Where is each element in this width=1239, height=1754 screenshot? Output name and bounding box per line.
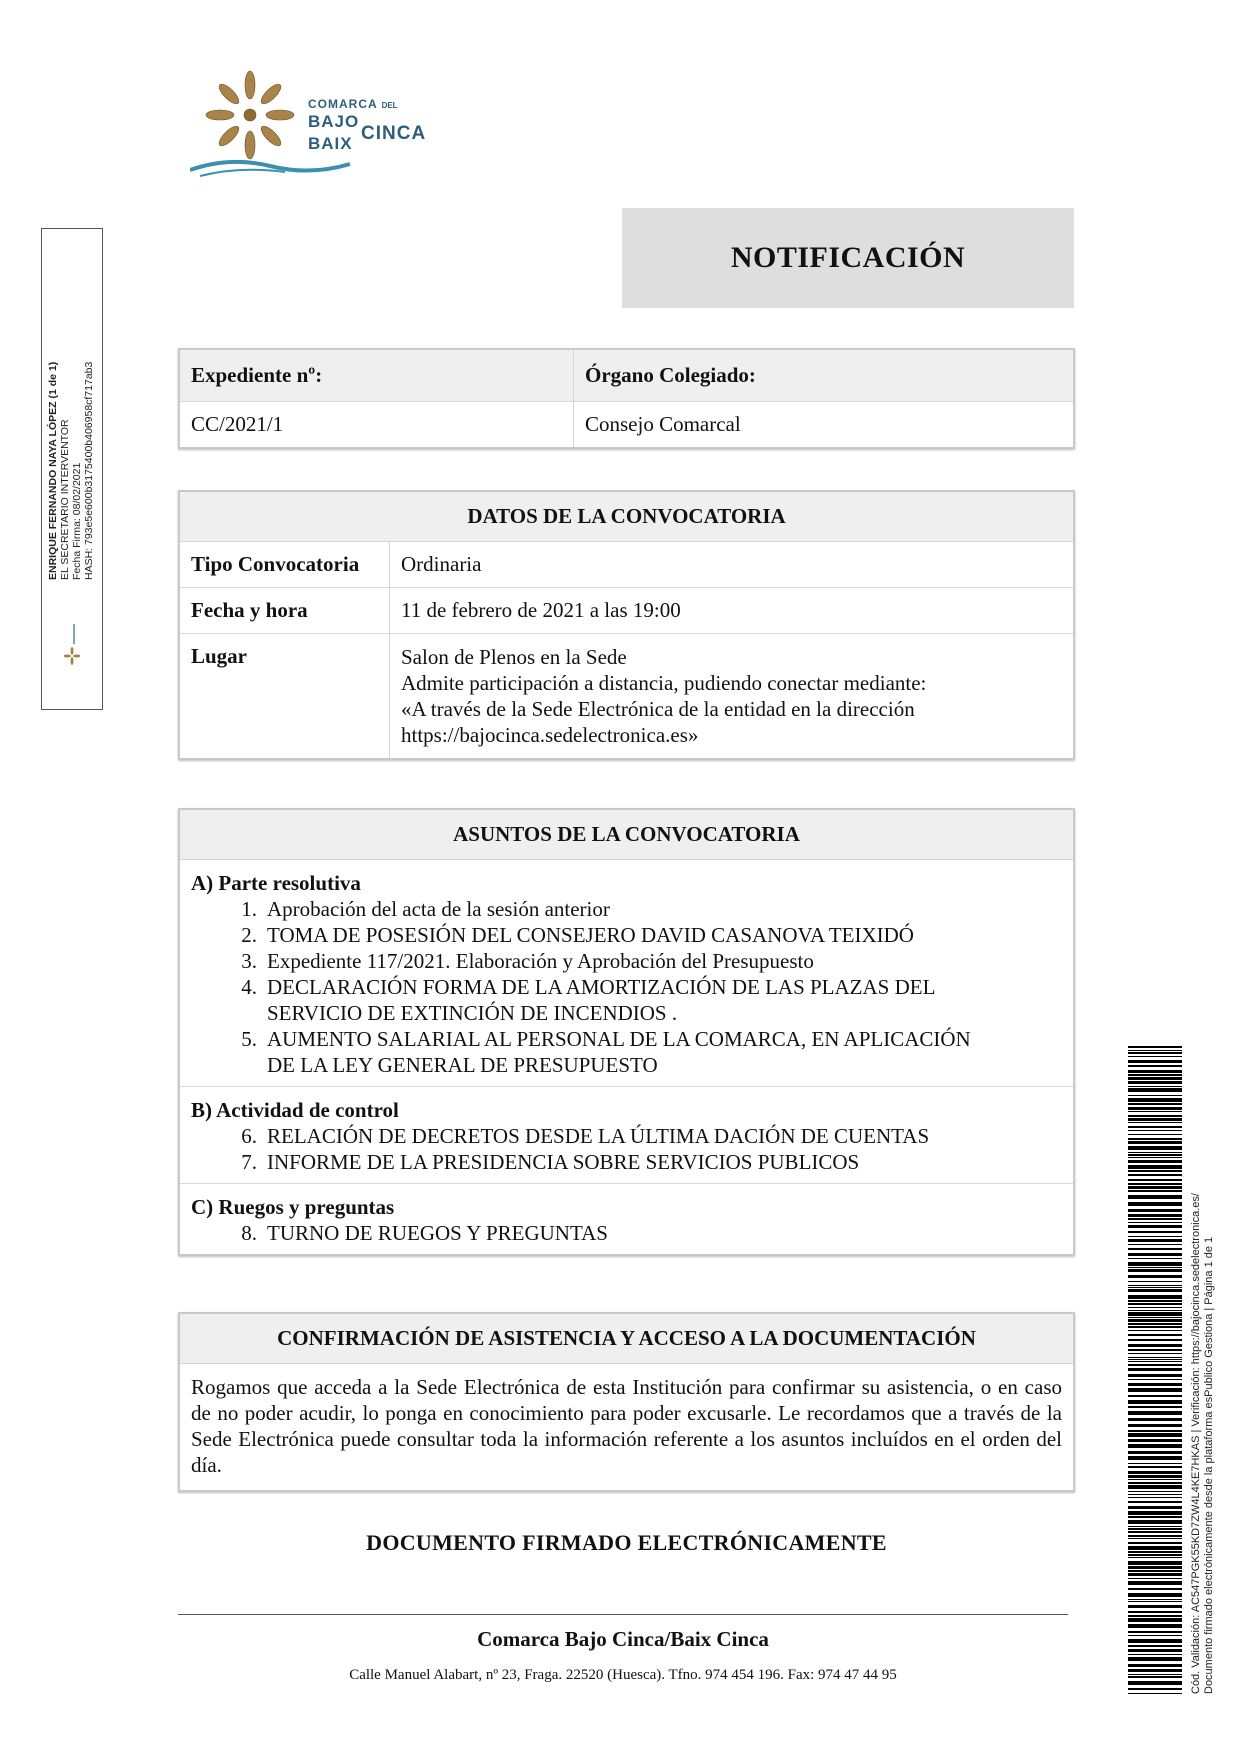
barcode-bar [1128,1631,1182,1633]
barcode-bar [1128,1122,1182,1123]
barcode-bar [1128,1070,1182,1073]
item-number: 1. [241,897,257,921]
barcode-bar [1128,1115,1182,1117]
barcode-bar [1128,1693,1182,1694]
barcode-bar [1128,1050,1182,1051]
barcode-bar [1128,1494,1182,1495]
barcode-bar [1128,1501,1182,1503]
item-number: 8. [241,1221,257,1245]
barcode-bar [1128,1400,1182,1404]
barcode-bar [1128,1154,1182,1156]
barcode-bar [1128,1103,1182,1105]
item-text [267,922,1062,948]
list-item [191,1220,1062,1246]
item-line: INFORME DE LA PRESIDENCIA SOBRE SERVICIOS PUBLICOS [267,1150,860,1174]
list-item [191,922,1062,948]
barcode-bar [1128,1439,1182,1442]
lugar-line: «A través de la Sede Electrónica de la entidad en la dirección [401,697,915,721]
barcode-bar [1128,1353,1182,1354]
barcode-bar [1128,1330,1182,1331]
stamp-logo-icon [64,620,80,668]
barcode-bar [1128,1209,1182,1212]
barcode-bar [1128,1645,1182,1647]
expediente-label: Expediente nº: [180,350,574,401]
barcode-bar [1128,1359,1182,1360]
barcode-bar [1128,1491,1182,1492]
lugar-line: Salon de Plenos en la Sede [401,645,627,669]
validation-line: Cód. Validación: AC547PGK55KD7ZW4L4KE7HKAS | Verificación: https://bajocinca.sedelectronica.es/ [1190,1193,1202,1694]
barcode-bar [1128,1262,1182,1266]
barcode-bar [1128,1289,1182,1292]
document-title: NOTIFICACIÓN [730,241,966,274]
barcode-bar [1128,1485,1182,1489]
barcode-bar [1128,1379,1182,1380]
expediente-value-row [180,402,1073,447]
barcode-bar [1128,1244,1182,1245]
item-number: 4. [241,975,257,999]
barcode-bar [1128,1107,1182,1110]
barcode-bar [1128,1664,1182,1667]
item-number: 6. [241,1124,257,1148]
list-item [191,1123,1062,1149]
stamp-line: Fecha Firma: 08/02/2021 [71,462,83,580]
asuntos-section [180,1184,1073,1254]
barcode-bar [1128,1424,1182,1427]
convocatoria-row [180,588,1073,634]
barcode-bar [1128,1566,1182,1569]
barcode-bar [1128,1095,1182,1096]
barcode-bar [1128,1248,1182,1250]
expediente-value: CC/2021/1 [180,402,574,447]
barcode-bar [1128,1557,1182,1558]
barcode-bar [1128,1077,1182,1080]
barcode-bar [1128,1639,1182,1643]
barcode-bar [1128,1202,1182,1206]
expediente-panel [178,348,1075,449]
barcode-bar [1128,1357,1182,1358]
barcode-bar [1128,1160,1182,1163]
list-item [191,948,1062,974]
barcode-bar [1128,1323,1182,1325]
barcode-bar [1128,1528,1182,1530]
barcode-bar [1128,1538,1182,1539]
validation-line: Documento firmado electrónicamente desde la plataforma esPublico Gestiona | Página 1 de 1 [1203,1236,1215,1694]
convocatoria-label: Tipo Convocatoria [180,542,390,587]
barcode-bar [1128,1681,1182,1685]
barcode-bar [1128,1482,1182,1484]
barcode-bar [1128,1295,1182,1299]
barcode-bar [1128,1218,1182,1220]
barcode-bar [1128,1157,1182,1158]
barcode-bar [1128,1618,1182,1622]
item-text [267,1026,1062,1078]
footer-divider [178,1614,1068,1615]
barcode-bar [1128,1554,1182,1556]
barcode-bar [1128,1388,1182,1392]
barcode-bar [1128,1307,1182,1308]
logo-text-baix: BAIX [308,134,353,153]
barcode-bar [1128,1511,1182,1515]
item-line: RELACIÓN DE DECRETOS DESDE LA ÚLTIMA DACIÓN DE CUENTAS [267,1124,930,1148]
item-number: 3. [241,949,257,973]
convocatoria-row-lugar [180,634,1073,758]
section-title: C) Ruegos y preguntas [191,1195,395,1219]
barcode-bar [1128,1060,1182,1063]
barcode-bar [1128,1383,1182,1386]
barcode-bar [1128,1239,1182,1242]
list-item [191,896,1062,922]
barcode-bar [1128,1326,1182,1328]
barcode-bar [1128,1444,1182,1448]
barcode-bar [1128,1654,1182,1655]
barcode-bar [1128,1475,1182,1478]
signed-note: DOCUMENTO FIRMADO ELECTRÓNICAMENTE [366,1530,887,1555]
notification-header-box [622,208,1074,308]
barcode-bar [1128,1052,1182,1054]
barcode-bar [1128,1170,1182,1172]
barcode-bar [1128,1649,1182,1652]
barcode-bar [1128,1253,1182,1256]
barcode-bar [1128,1593,1182,1597]
footer-address: Calle Manuel Alabart, nº 23, Fraga. 22520 (Huesca). Tfno. 974 454 196. Fax: 974 47 44 95 [349,1667,897,1683]
barcode-bar [1128,1281,1182,1282]
footer-organization: Comarca Bajo Cinca/Baix Cinca [477,1627,769,1651]
confirmacion-panel [178,1312,1075,1492]
barcode-bar [1128,1146,1182,1150]
barcode-bar [1128,1418,1182,1421]
barcode-bar [1128,1065,1182,1067]
barcode-bar [1128,1605,1182,1608]
barcode-bar [1128,1118,1182,1121]
barcode-bar [1128,1319,1182,1322]
barcode-bar [1128,1535,1182,1537]
barcode-bar [1128,1615,1182,1617]
logo-text-comarca: COMARCA DEL [308,97,398,111]
barcode-bar [1128,1430,1182,1432]
item-number: 2. [241,923,257,947]
logo-text-cinca: CINCA [361,123,427,144]
barcode-bar [1128,1344,1182,1347]
lugar-label: Lugar [180,634,390,758]
item-line: AUMENTO SALARIAL AL PERSONAL DE LA COMARCA, EN APLICACIÓN [267,1027,971,1051]
barcode-bar [1128,1236,1182,1237]
asuntos-section [180,1087,1073,1184]
asuntos-section [180,860,1073,1087]
barcode-bar [1128,1588,1182,1590]
barcode-bar [1128,1126,1182,1128]
barcode-bar [1128,1111,1182,1112]
barcode-bar [1128,1165,1182,1169]
item-number: 7. [241,1150,257,1174]
lugar-value [390,634,937,758]
barcode-bar [1128,1676,1182,1678]
barcode-bar [1128,1300,1182,1302]
barcode-bar [1128,1317,1182,1318]
barcode-bar [1128,1624,1182,1628]
item-text [267,1123,1062,1149]
barcode-bar [1128,1231,1182,1233]
barcode-bar [1128,1406,1182,1408]
barcode-bar [1128,1267,1182,1268]
barcode-bar [1128,1190,1182,1192]
barcode-bar [1128,1599,1182,1600]
convocatoria-value: 11 de febrero de 2021 a las 19:00 [401,598,681,622]
item-number: 5. [241,1027,257,1051]
item-line: TOMA DE POSESIÓN DEL CONSEJERO DAVID CASANOVA TEIXIDÓ [267,923,914,947]
item-text [267,974,1062,1026]
barcode-bar [1128,1195,1182,1199]
convocatoria-title: DATOS DE LA CONVOCATORIA [180,492,1073,542]
barcode-bar [1128,1374,1182,1377]
confirmacion-title: CONFIRMACIÓN DE ASISTENCIA Y ACCESO A LA DOCUMENTACIÓN [180,1314,1073,1364]
convocatoria-value: Ordinaria [401,552,482,576]
validation-text [1190,1193,1216,1694]
barcode-bar [1128,1179,1182,1181]
barcode-bar [1128,1086,1182,1087]
barcode-bar [1128,1531,1182,1533]
item-line: SERVICIO DE EXTINCIÓN DE INCENDIOS . [267,1001,678,1025]
barcode-bar [1128,1479,1182,1480]
organo-label: Órgano Colegiado: [585,363,756,387]
barcode-bar [1128,1186,1182,1189]
asuntos-panel [178,808,1075,1256]
barcode-bar [1128,1471,1182,1474]
barcode-bar [1128,1542,1182,1544]
barcode-bar [1128,1611,1182,1613]
barcode-bar [1128,1310,1182,1311]
barcode-bar [1128,1451,1182,1454]
barcode-bar [1128,1081,1182,1084]
logo-text-bajo: BAJO [308,112,360,131]
barcode-bar [1128,1138,1182,1140]
asuntos-title: ASUNTOS DE LA CONVOCATORIA [180,810,1073,860]
barcode-bar [1128,1395,1182,1397]
barcode-bar [1128,1506,1182,1509]
barcode-bar [1128,1561,1182,1565]
item-text [267,948,1062,974]
barcode-bar [1128,1526,1182,1527]
barcode-bar [1128,1364,1182,1366]
barcode-bar [1128,1516,1182,1518]
barcode-bar [1128,1088,1182,1092]
barcode-bar [1128,1174,1182,1176]
signature-stamp-text [47,362,95,580]
barcode-bar [1128,1334,1182,1336]
barcode-bar [1128,1287,1182,1288]
list-item [191,974,1062,1026]
barcode-bar [1128,1578,1182,1579]
barcode-bar [1128,1497,1182,1498]
barcode-bar [1128,1551,1182,1553]
barcode-bar [1128,1433,1182,1437]
list-item [191,1149,1062,1175]
barcode-bar [1128,1581,1182,1585]
barcode-bar [1128,1183,1182,1185]
barcode [1128,1046,1182,1694]
barcode-bar [1128,1056,1182,1057]
lugar-line: Admite participación a distancia, pudiendo conectar mediante: [401,671,927,695]
barcode-bar [1128,1269,1182,1272]
item-line: DE LA LEY GENERAL DE PRESUPUESTO [267,1053,658,1077]
barcode-bar [1128,1520,1182,1524]
stamp-line: EL SECRETARIO INTERVENTOR [59,419,71,580]
section-title: A) Parte resolutiva [191,871,361,895]
barcode-bar [1128,1635,1182,1636]
barcode-bar [1128,1688,1182,1690]
barcode-bar [1128,1285,1182,1286]
barcode-bar [1128,1657,1182,1661]
barcode-bar [1128,1339,1182,1341]
barcode-bar [1128,1222,1182,1223]
item-line: TURNO DE RUEGOS Y PREGUNTAS [267,1221,608,1245]
expediente-header-row [180,350,1073,402]
convocatoria-label: Fecha y hora [180,588,390,633]
lugar-line: https://bajocinca.sedelectronica.es» [401,723,699,747]
barcode-bar [1128,1463,1182,1464]
barcode-bar [1128,1674,1182,1675]
item-line: Expediente 117/2021. Elaboración y Aprobación del Presupuesto [267,949,814,973]
barcode-bar [1128,1411,1182,1415]
stamp-line: HASH: 793e5e600b3175400b406958cf717ab3 [83,361,95,580]
barcode-bar [1128,1134,1182,1135]
barcode-bar [1128,1130,1182,1131]
item-text [267,896,1062,922]
section-title: B) Actividad de control [191,1098,399,1122]
barcode-bar [1128,1368,1182,1371]
confirmacion-body: Rogamos que acceda a la Sede Electrónica de esta Institución para confirmar su asistencia, o en caso de no poder acudir, lo ponga en conocimiento para poder excusarle. Le recordamos que a través de la Sede Electrónica puede consultar toda la información referente a los asuntos incluídos en el orden del día. [191,1375,1062,1477]
barcode-bar [1128,1570,1182,1572]
barcode-bar [1128,1214,1182,1217]
barcode-bar [1128,1046,1182,1048]
barcode-bar [1128,1074,1182,1076]
barcode-bar [1128,1456,1182,1460]
barcode-bar [1128,1349,1182,1351]
barcode-bar [1128,1573,1182,1576]
barcode-bar [1128,1258,1182,1259]
item-text [267,1149,1062,1175]
list-item [191,1026,1062,1078]
convocatoria-row [180,542,1073,588]
barcode-bar [1128,1225,1182,1228]
barcode-bar [1128,1312,1182,1316]
barcode-bar [1128,1466,1182,1468]
organo-value: Consejo Comarcal [585,412,741,436]
barcode-bar [1128,1546,1182,1550]
item-line: DECLARACIÓN FORMA DE LA AMORTIZACIÓN DE LAS PLAZAS DEL [267,975,936,999]
barcode-bar [1128,1361,1182,1362]
barcode-bar [1128,1141,1182,1144]
barcode-bar [1128,1669,1182,1672]
barcode-bar [1128,1098,1182,1102]
barcode-bar [1128,1303,1182,1305]
convocatoria-panel [178,490,1075,760]
item-text [267,1220,1062,1246]
barcode-bar [1128,1275,1182,1278]
barcode-bar [1128,1152,1182,1153]
item-line: Aprobación del acta de la sesión anterior [267,897,610,921]
barcode-bar [1128,1601,1182,1602]
stamp-line: ENRIQUE FERNANDO NAYA LÓPEZ (1 de 1) [47,361,59,580]
